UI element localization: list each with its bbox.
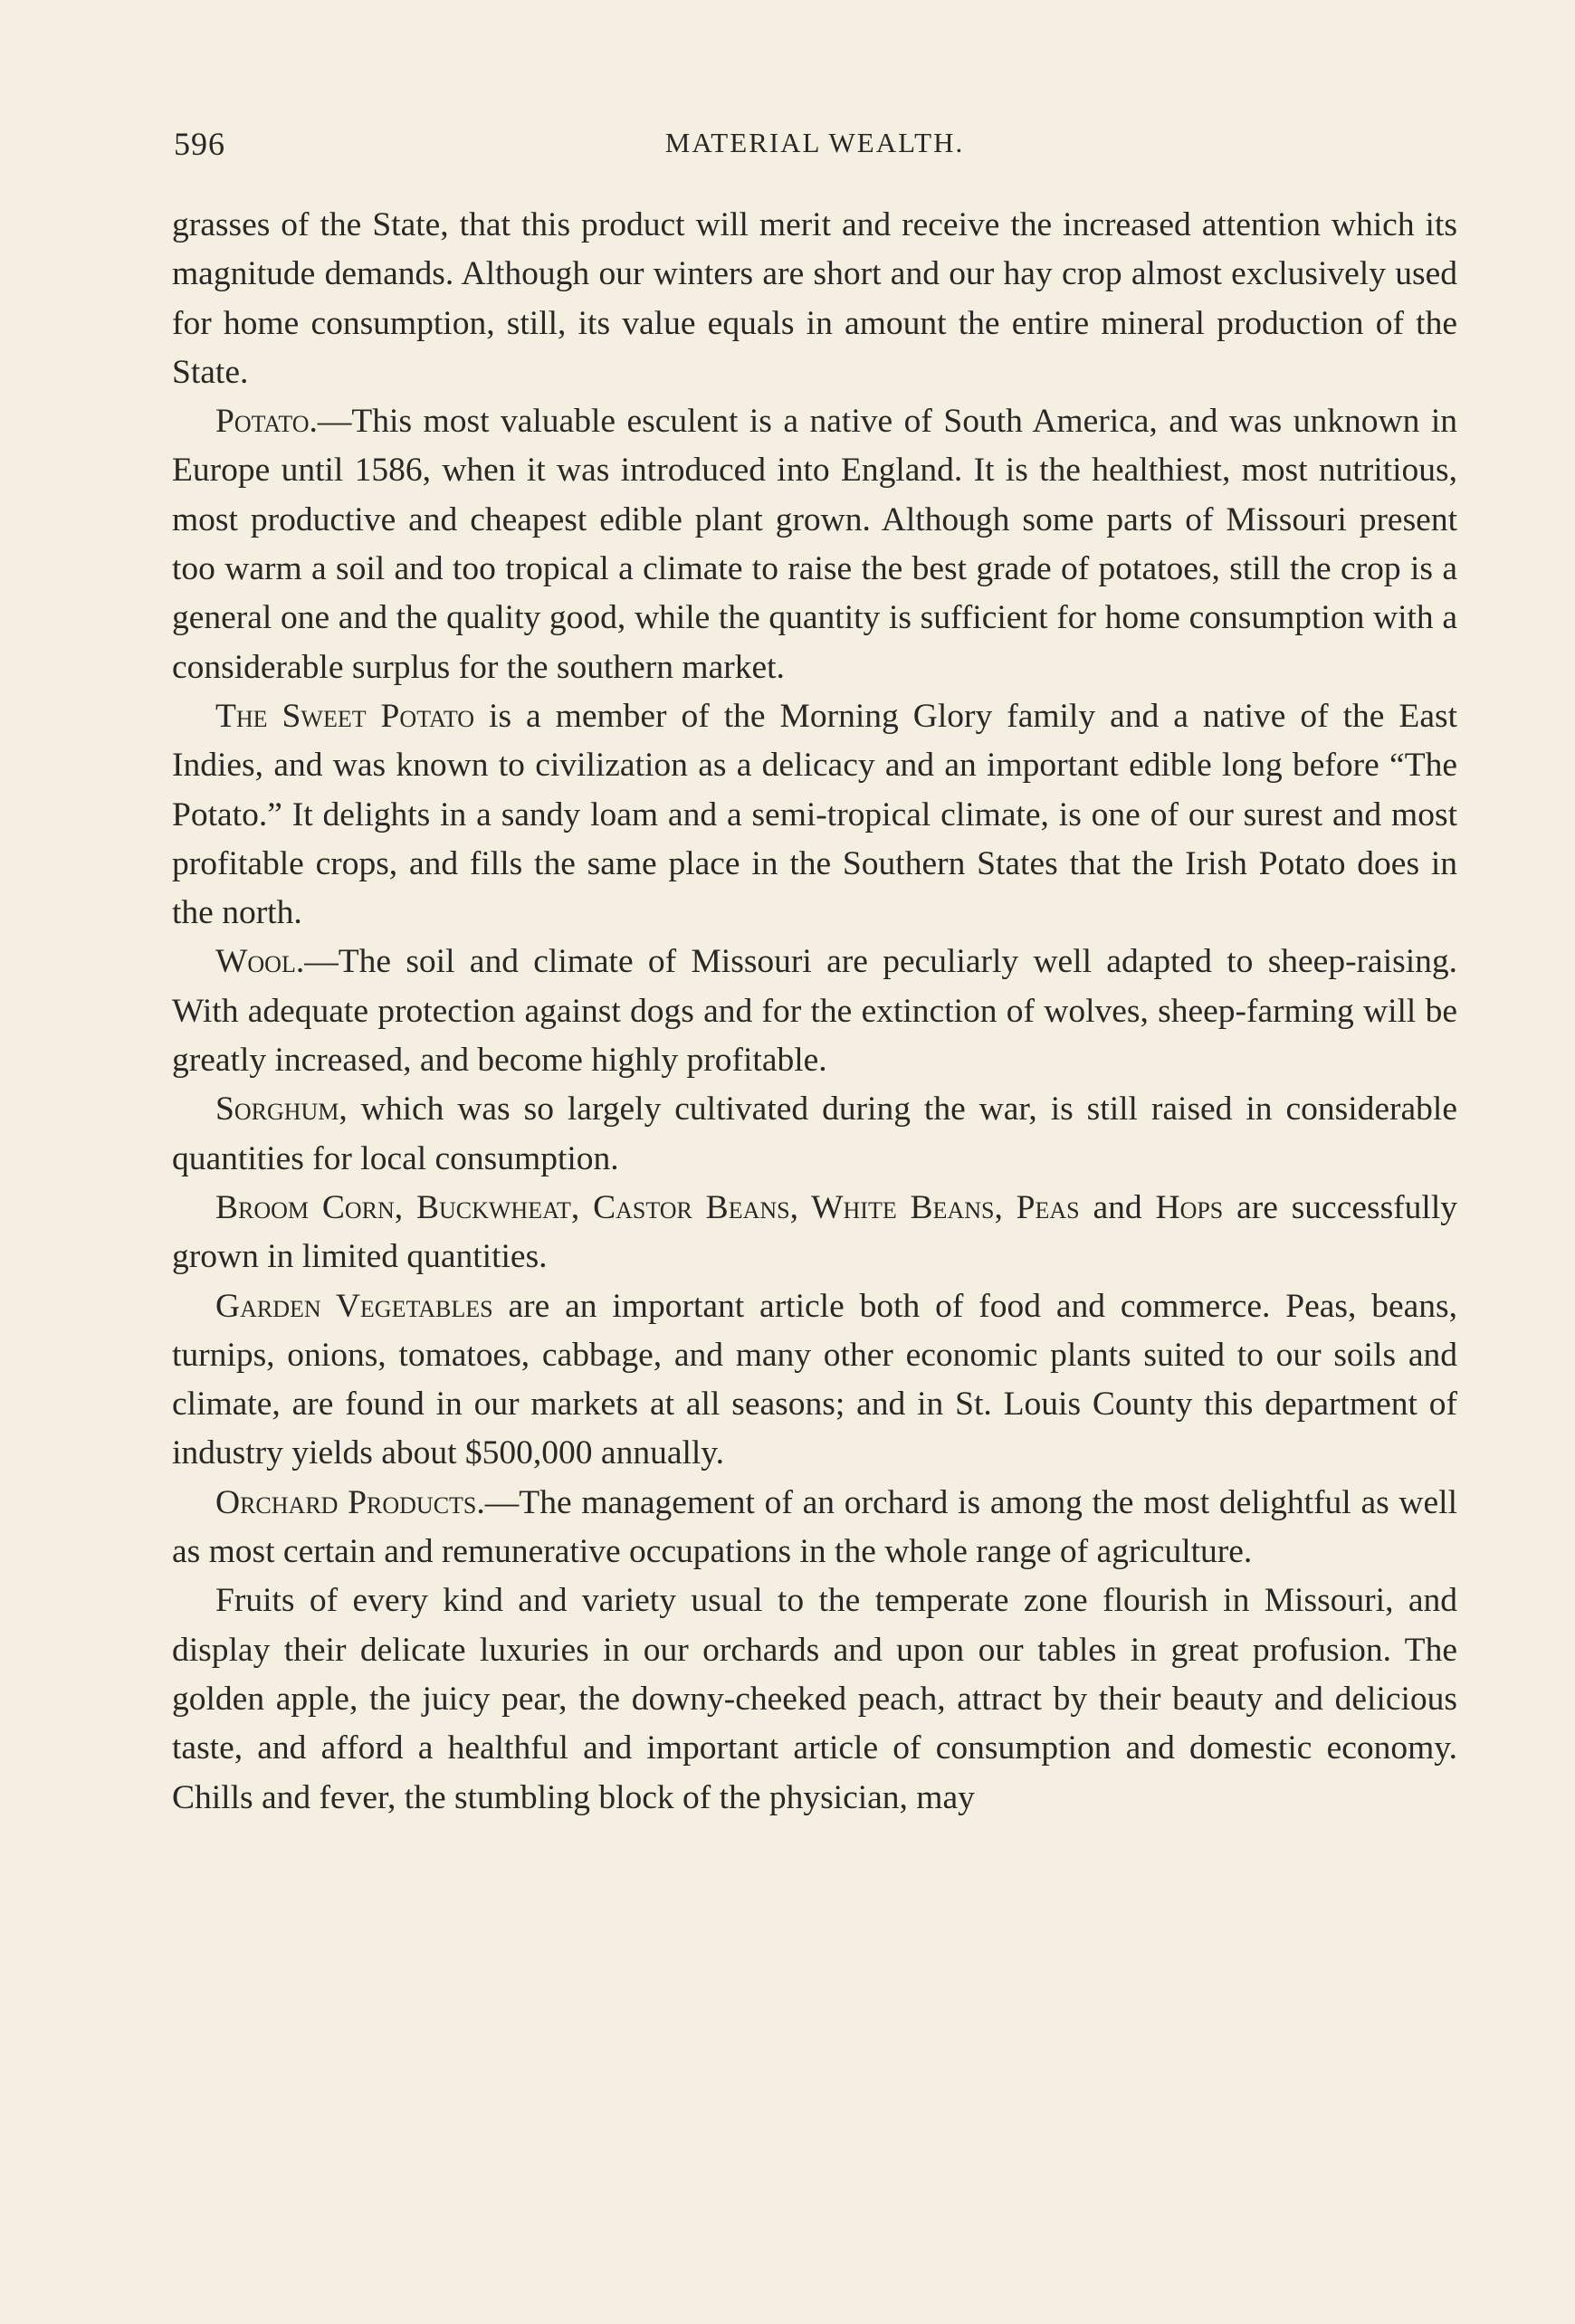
section-lead-garden-vegetables: Garden Vegetables	[215, 1287, 493, 1325]
paragraph-text: .—The management of an orchard is among the most delightful as well as most certain and remunerative occupations in the whole range of agriculture.	[172, 1483, 1457, 1571]
paragraph-sweet-potato	[172, 692, 1457, 938]
paragraph-text: is a member of the Morning Glory family and a native of the East Indies, and was known to civilization as a delicacy and an important edible long before “The Potato.” It delights in a sandy loam and a semi-tropical climate, is one of our surest and most profitable crops, and fills the same place in the Southern States that the Irish Potato does in the north.	[172, 697, 1457, 932]
paragraph-broom-corn	[172, 1184, 1457, 1282]
running-head	[172, 125, 1457, 179]
paragraph-text: , which was so largely cultivated during the war, is still raised in considerable quantities for local consumption.	[172, 1091, 1457, 1177]
section-lead-sweet-potato: The Sweet Potato	[215, 697, 475, 735]
section-lead-wool: Wool	[215, 943, 296, 981]
section-lead-orchard-products: Orchard Products	[215, 1483, 477, 1521]
paragraph-text: Fruits of every kind and variety usual to the temperate zone flourish in Missouri, and display their delicate luxuries in our orchards and upon our tables in great profusion. The golden apple, the juicy pear, the downy-cheeked peach, attract by their beauty and delicious taste, and afford a healthful and important article of consumption and domestic economy. Chills and fever, the stumbling block of the physician, may	[172, 1582, 1457, 1816]
paragraph-text: are an important article both of food and commerce. Peas, beans, turnips, onions, tomatoes, cabbage, and many other economic plants suited to our soils and climate, are found in our markets at all seasons; and in St. Louis County this department of industry yields about $500,000 annually.	[172, 1287, 1457, 1472]
paragraph-garden-vegetables	[172, 1282, 1457, 1479]
paragraph-sorghum	[172, 1085, 1457, 1184]
section-lead-broom-corn: Broom Corn, Buckwheat, Castor Beans, White Beans, Peas	[215, 1188, 1080, 1226]
paragraph-text: and	[1079, 1188, 1156, 1226]
page	[172, 0, 1457, 2324]
paragraph-potato	[172, 397, 1457, 692]
paragraph-wool	[172, 938, 1457, 1085]
paragraph-orchard-products	[172, 1479, 1457, 1577]
paragraph-text: .—This most valuable esculent is a native of South America, and was unknown in Europe until 1586, when it was introduced into England. It is the healthiest, most nutritious, most productive and cheapest edible plant grown. Although some parts of Missouri present too warm a soil and too tropical a climate to raise the best grade of potatoes, still the crop is a general one and the quality good, while the quantity is sufficient for home consumption with a considerable surplus for the southern market.	[172, 403, 1457, 686]
paragraph-text: are successfully grown in limited quantities.	[172, 1188, 1458, 1276]
section-lead-hops: Hops	[1155, 1188, 1224, 1226]
paragraph-text: grasses of the State, that this product will merit and receive the increased attention which its magnitude demands. Although our winters are short and our hay crop almost exclusively used for home consumption, still, its value equals in amount the entire mineral production of the State.	[172, 206, 1457, 391]
section-lead-sorghum: Sorghum	[215, 1091, 339, 1129]
body-text	[172, 201, 1457, 1823]
paragraph-fruits	[172, 1576, 1457, 1822]
section-lead-potato: Potato	[215, 403, 310, 441]
paragraph-hay-continuation	[172, 201, 1457, 397]
paragraph-text: .—The soil and climate of Missouri are peculiarly well adapted to sheep-raising. With adequate protection against dogs and for the extinction of wolves, sheep-farming will be greatly increased, and become highly profitable.	[172, 943, 1457, 1080]
page-number: 596	[174, 126, 225, 162]
running-title: MATERIAL WEALTH.	[664, 127, 965, 158]
